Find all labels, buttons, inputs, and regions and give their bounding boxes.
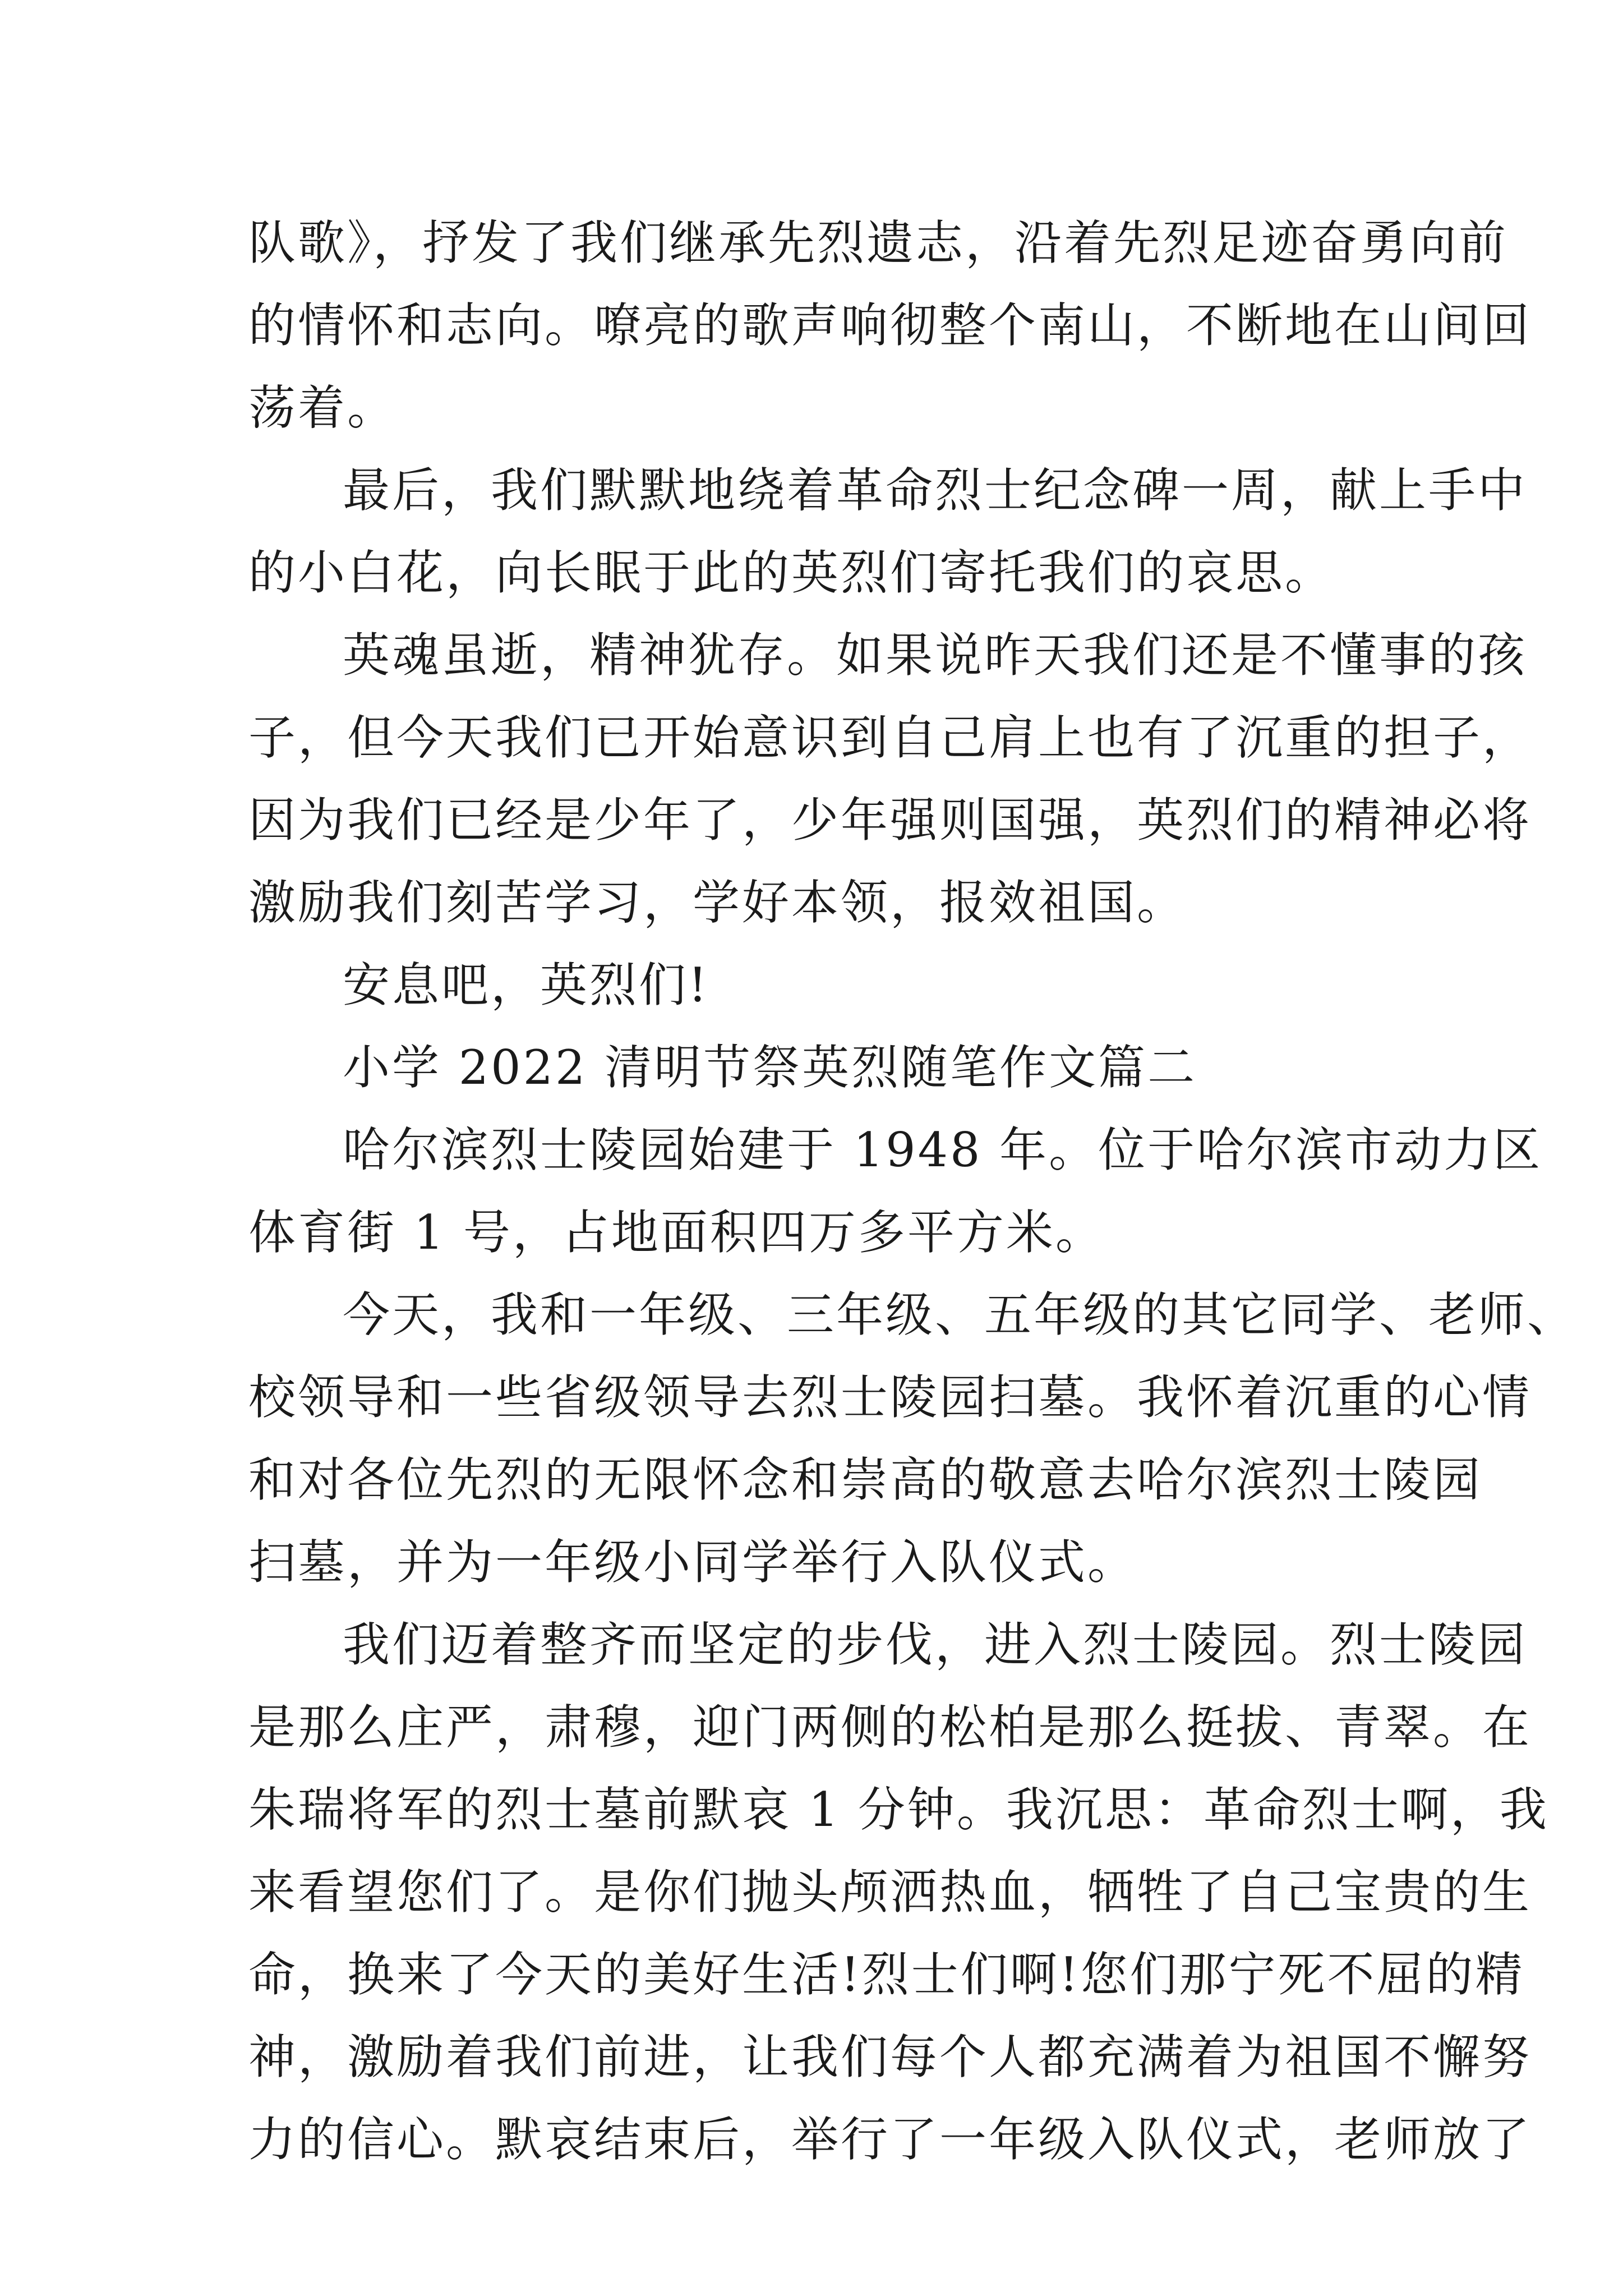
paragraph-6 xyxy=(248,1109,1543,1274)
text-line: 子，但今天我们已开始意识到自己肩上也有了沉重的担子， xyxy=(248,710,1532,765)
text-line: 朱瑞将军的烈士墓前默哀 1 分钟。我沉思：革命烈士啊，我 xyxy=(248,1782,1549,1837)
text-line: 体育街 1 号，占地面积四万多平方米。 xyxy=(248,1205,1105,1260)
text-line: 激励我们刻苦学习，学好本领，报效祖国。 xyxy=(248,875,1187,930)
text-line: 最后，我们默默地绕着革命烈士纪念碑一周，献上手中 xyxy=(343,463,1528,518)
text-line: 力的信心。默哀结束后，举行了一年级入队仪式，老师放了 xyxy=(248,2112,1532,2167)
text-line: 安息吧，英烈们! xyxy=(343,958,709,1013)
text-line: 哈尔滨烈士陵园始建于 1948 年。位于哈尔滨市动力区 xyxy=(343,1122,1543,1177)
text-line: 命，换来了今天的美好生活!烈士们啊!您们那宁死不屈的精 xyxy=(248,1947,1525,2002)
text-line: 神，激励着我们前进，让我们每个人都充满着为祖国不懈努 xyxy=(248,2030,1532,2085)
text-line: 的情怀和志向。嘹亮的歌声响彻整个南山，不断地在山间回 xyxy=(248,298,1532,353)
text-line: 荡着。 xyxy=(248,380,397,435)
text-line: 来看望您们了。是你们抛头颅洒热血，牺牲了自己宝贵的生 xyxy=(248,1865,1532,1920)
paragraph-8 xyxy=(248,1604,1549,2181)
text-line: 小学 2022 清明节祭英烈随笔作文篇二 xyxy=(343,1040,1197,1095)
paragraph-4 xyxy=(248,944,1387,1027)
text-line: 的小白花，向长眠于此的英烈们寄托我们的哀思。 xyxy=(248,545,1335,600)
paragraph-1 xyxy=(248,202,1532,449)
paragraph-2 xyxy=(248,449,1528,614)
text-line: 队歌》，抒发了我们继承先烈遗志，沿着先烈足迹奋勇向前 xyxy=(248,215,1509,270)
text-line: 扫墓，并为一年级小同学举行入队仪式。 xyxy=(248,1535,1137,1590)
text-line: 英魂虽逝，精神犹存。如果说昨天我们还是不懂事的孩 xyxy=(343,628,1528,683)
paragraph-7 xyxy=(248,1274,1577,1604)
text-line: 因为我们已经是少年了，少年强则国强，英烈们的精神必将 xyxy=(248,793,1532,848)
article-body xyxy=(248,202,1577,2181)
text-line: 和对各位先烈的无限怀念和崇高的敬意去哈尔滨烈士陵园 xyxy=(248,1452,1483,1507)
paragraph-3 xyxy=(248,614,1532,944)
text-line: 我们迈着整齐而坚定的步伐，进入烈士陵园。烈士陵园 xyxy=(343,1617,1528,1672)
text-line: 是那么庄严，肃穆，迎门两侧的松柏是那么挺拔、青翠。在 xyxy=(248,1700,1532,1755)
section-heading xyxy=(248,1027,1387,1109)
text-line: 校领导和一些省级领导去烈士陵园扫墓。我怀着沉重的心情 xyxy=(248,1370,1532,1425)
text-line: 今天，我和一年级、三年级、五年级的其它同学、老师、 xyxy=(343,1287,1577,1342)
